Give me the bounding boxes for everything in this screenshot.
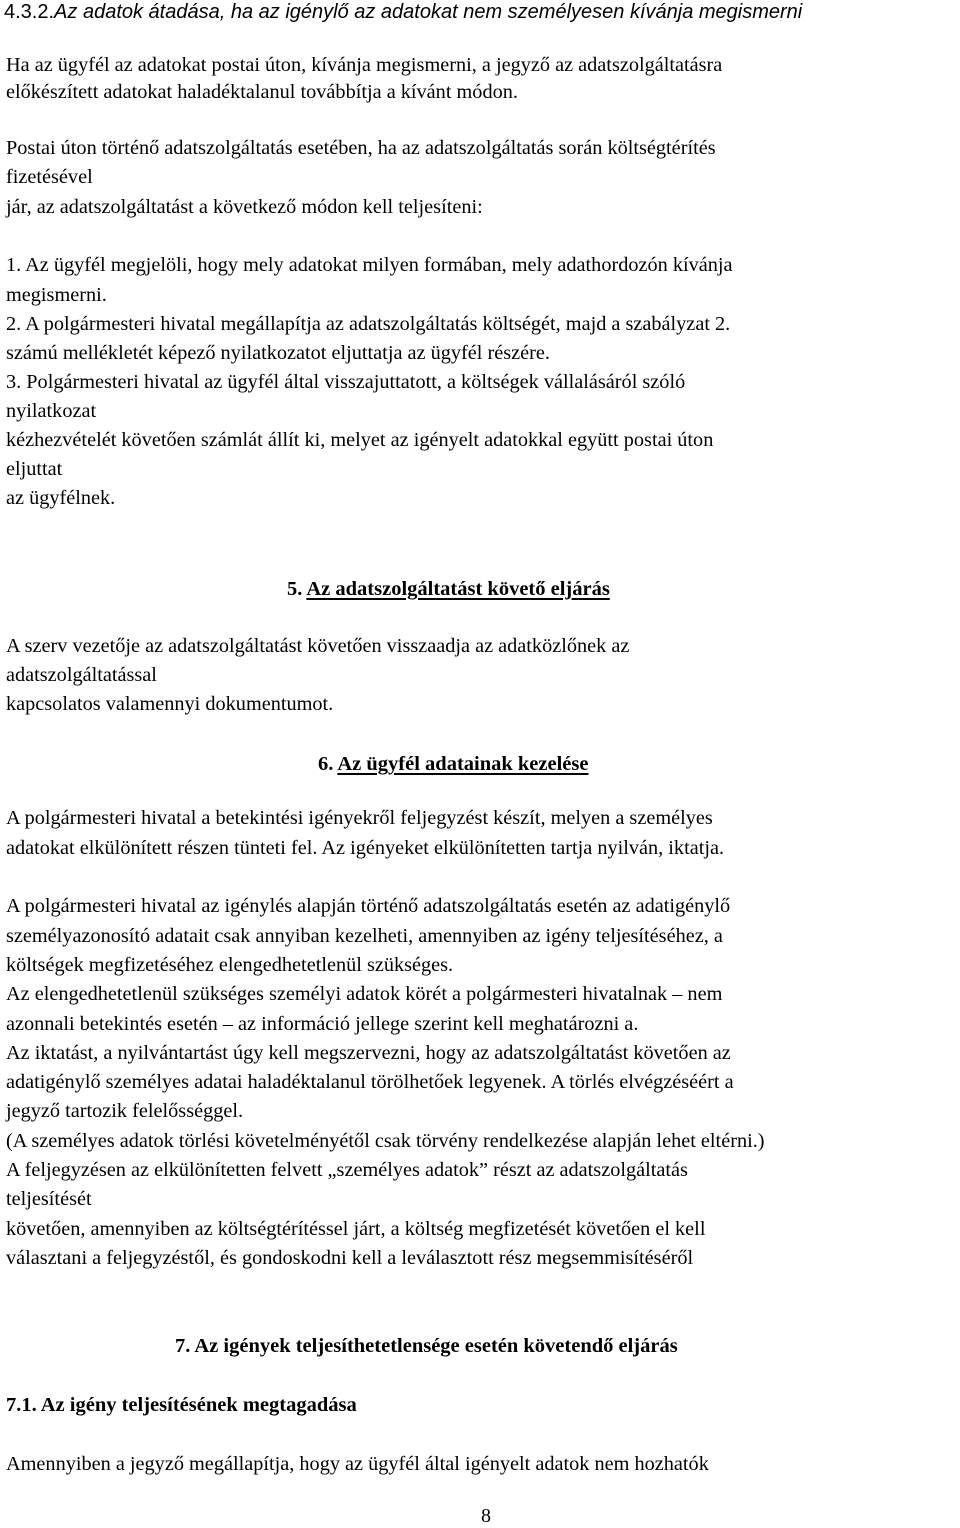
paragraph-line: előkészített adatokat haladéktalanul továbbítja a kívánt módon. [6, 81, 518, 103]
list-item: 2. A polgármesteri hivatal megállapítja az adatszolgáltatás költségét, majd a szabályzat 2. [6, 313, 731, 335]
paragraph-line: Ha az ügyfél az adatokat postai úton, kívánja megismerni, a jegyző az adatszolgáltatásra [6, 54, 723, 76]
section-number: 5. [287, 578, 307, 600]
section-title: Az adatszolgáltatást követő eljárás [306, 578, 610, 600]
paragraph-line: költségek megfizetéséhez elengedhetetlenül szükséges. [6, 954, 454, 976]
paragraph-line: adatokat elkülönített részen tünteti fel. Az igényeket elkülönítetten tartja nyilván, iktatja. [6, 837, 725, 859]
list-item-continuation: az ügyfélnek. [6, 487, 116, 509]
section-7-heading [175, 1333, 678, 1359]
section-title: Az igények teljesíthetetlensége esetén követendő eljárás [194, 1335, 678, 1357]
section-title: Az ügyfél adatainak kezelése [337, 753, 589, 775]
section-title: Az adatok átadása, ha az igénylő az adatokat nem személyesen kívánja megismerni [54, 1, 803, 23]
section-7-1-heading: 7.1. Az igény teljesítésének megtagadása [6, 1394, 357, 1416]
list-item-continuation: kézhezvételét követően számlát állít ki, melyet az igényelt adatokkal együtt postai úton [6, 429, 714, 451]
section-6-heading [318, 751, 588, 777]
paragraph-line: adatszolgáltatással [6, 664, 157, 686]
paragraph-line: Az elengedhetetlenül szükséges személyi adatok körét a polgármesteri hivatalnak – nem [6, 983, 723, 1005]
paragraph-line: (A személyes adatok törlési követelményétől csak törvény rendelkezése alapján lehet eltérni.) [6, 1130, 765, 1152]
paragraph-line: fizetésével [6, 166, 93, 188]
section-number: 6. [318, 753, 338, 775]
list-item: 3. Polgármesteri hivatal az ügyfél által visszajuttatott, a költségek vállalásáról szóló [6, 371, 686, 393]
paragraph-line: követően, amennyiben az költségtérítéssel járt, a költség megfizetését követően el kell [6, 1218, 706, 1240]
paragraph-line: A polgármesteri hivatal a betekintési igényekről feljegyzést készít, melyen a személyes [6, 807, 713, 829]
paragraph-line: jár, az adatszolgáltatást a következő módon kell teljesíteni: [6, 196, 483, 218]
list-item-continuation: számú mellékletét képező nyilatkozatot eljuttatja az ügyfél részére. [6, 342, 550, 364]
paragraph-line: adatigénylő személyes adatai haladéktalanul törölhetőek legyenek. A törlés elvégzéséért a [6, 1071, 734, 1093]
section-5-heading [287, 576, 610, 602]
paragraph-line: Postai úton történő adatszolgáltatás esetében, ha az adatszolgáltatás során költségtérítés [6, 137, 716, 159]
paragraph-line: A feljegyzésen az elkülönítetten felvett „személyes adatok” részt az adatszolgáltatás [6, 1159, 688, 1181]
paragraph-line: A polgármesteri hivatal az igénylés alapján történő adatszolgáltatás esetén az adatigénylő [6, 895, 731, 917]
list-item-continuation: eljuttat [6, 458, 63, 480]
paragraph-line: személyazonosító adatait csak annyiban kezelheti, amennyiben az igény teljesítéséhez, a [6, 925, 723, 947]
section-number: 4.3.2. [4, 1, 55, 23]
paragraph-line: jegyző tartozik felelősséggel. [6, 1100, 244, 1122]
list-item-continuation: nyilatkozat [6, 400, 97, 422]
paragraph-line: azonnali betekintés esetén – az információ jellege szerint kell meghatározni a. [6, 1013, 639, 1035]
list-item: 1. Az ügyfél megjelöli, hogy mely adatokat milyen formában, mely adathordozón kívánja [6, 254, 733, 276]
section-number: 7. [175, 1335, 195, 1357]
paragraph-line: teljesítését [6, 1188, 92, 1210]
page-number: 8 [481, 1505, 491, 1527]
section-4-3-2-heading [4, 0, 802, 24]
paragraph-line: kapcsolatos valamennyi dokumentumot. [6, 693, 334, 715]
paragraph-line: A szerv vezetője az adatszolgáltatást követően visszaadja az adatközlőnek az [6, 635, 630, 657]
list-item-continuation: megismerni. [6, 284, 107, 306]
paragraph-line: választani a feljegyzéstől, és gondoskodni kell a leválasztott rész megsemmisítéséről [6, 1247, 694, 1269]
paragraph-line: Amennyiben a jegyző megállapítja, hogy az ügyfél által igényelt adatok nem hozhatók [6, 1453, 709, 1475]
paragraph-line: Az iktatást, a nyilvántartást úgy kell megszervezni, hogy az adatszolgáltatást követően az [6, 1042, 731, 1064]
